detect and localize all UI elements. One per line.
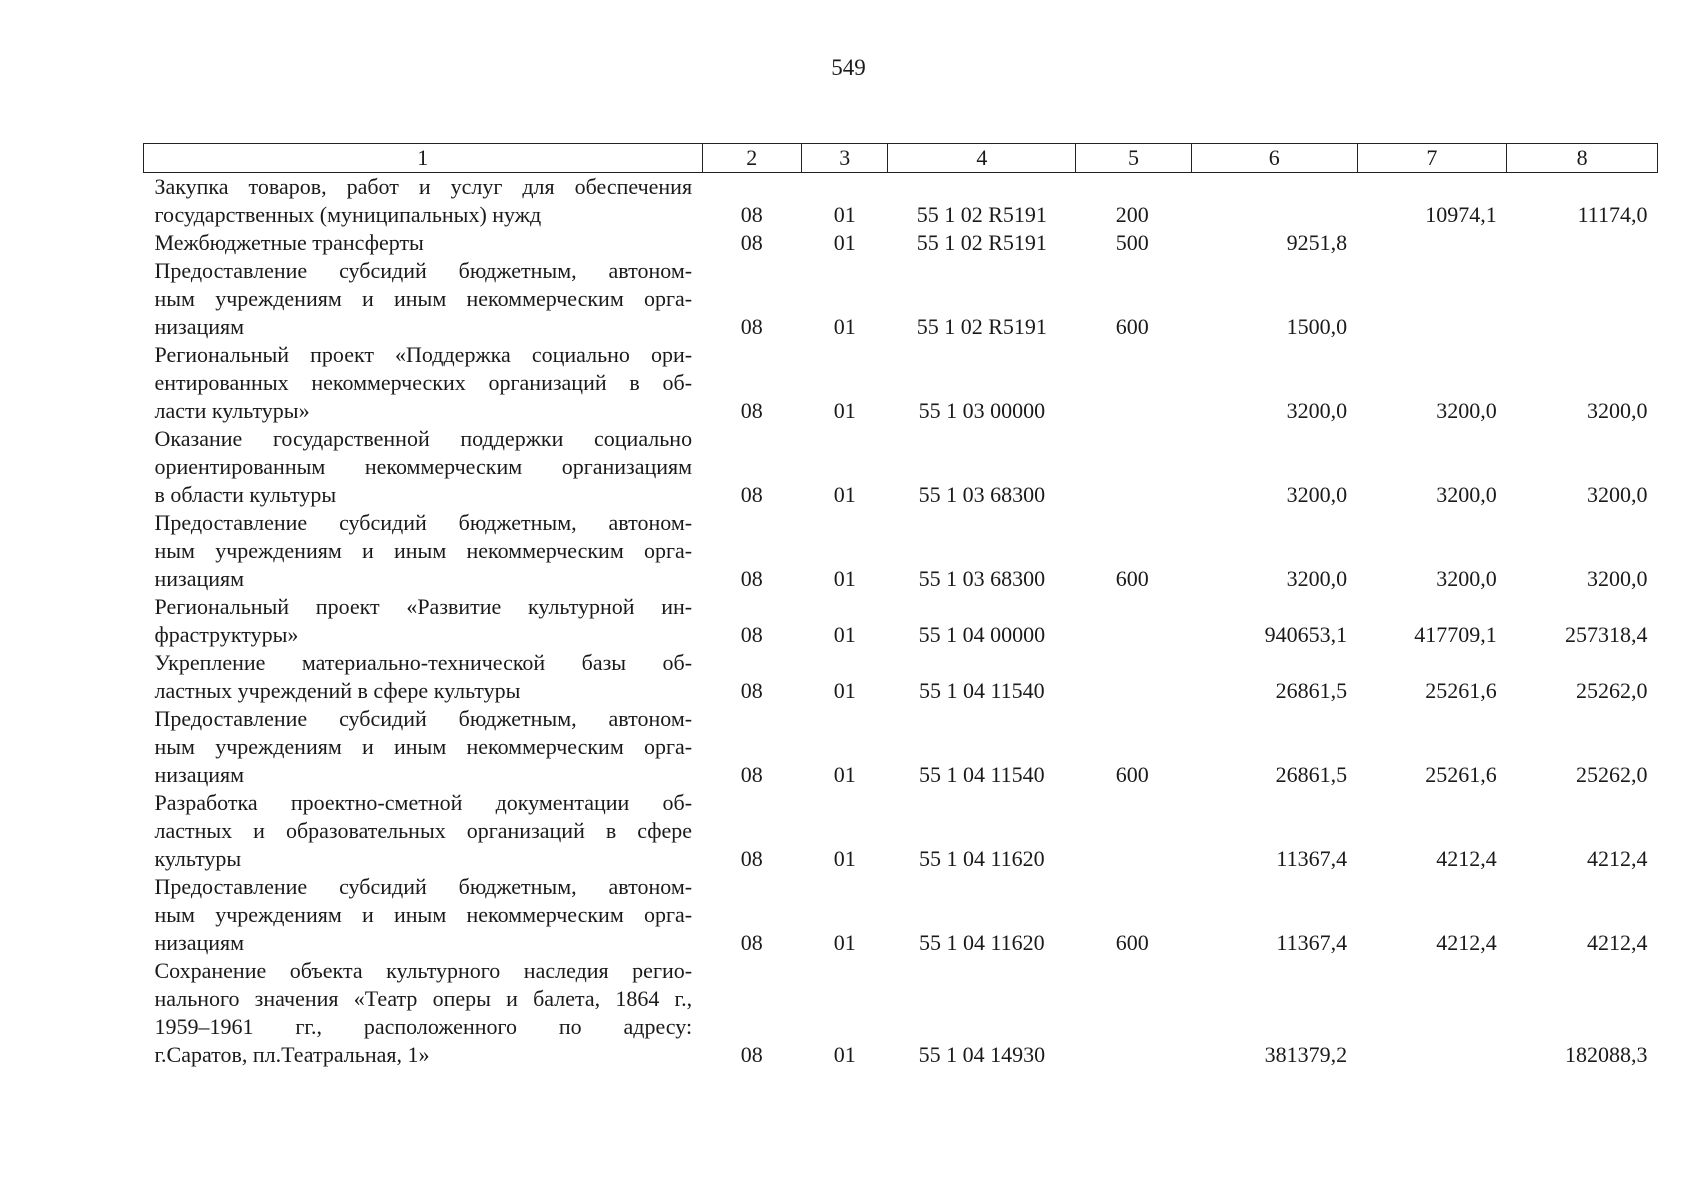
row-description — [144, 229, 703, 257]
description-line: фраструктуры» — [154, 622, 299, 647]
description-line: низациям — [154, 314, 245, 339]
amount-year-3: 4212,4 — [1587, 930, 1648, 955]
description-line: Разработка проектно-сметной документации об- — [154, 790, 693, 815]
section-code: 08 — [740, 566, 763, 591]
description-line: ориентированным некоммерческим организациям — [154, 454, 693, 479]
target-article-code: 55 1 02 R5191 — [916, 230, 1047, 255]
amount-year-1: 26861,5 — [1275, 762, 1348, 787]
row-description — [144, 173, 703, 230]
amount-year-1: 11367,4 — [1276, 846, 1348, 871]
row-description — [144, 873, 703, 957]
table-row — [144, 509, 1658, 593]
description-line: Сохранение объекта культурного наследия регио- — [154, 958, 693, 983]
description-line: Предоставление субсидий бюджетным, автоном- — [154, 258, 693, 283]
target-article-code: 55 1 03 68300 — [918, 566, 1046, 591]
section-code: 08 — [740, 482, 763, 507]
subsection-code: 01 — [833, 678, 856, 703]
description-line: нального значения «Театр оперы и балета, 1864 г., — [154, 986, 693, 1011]
table-header-row — [144, 144, 1658, 173]
subsection-code: 01 — [833, 1042, 856, 1067]
description-line: ентированных некоммерческих организаций в об- — [154, 370, 693, 395]
amount-year-3: 3200,0 — [1587, 566, 1648, 591]
description-line: ласти культуры» — [154, 398, 310, 423]
amount-year-2: 417709,1 — [1414, 622, 1497, 647]
amount-year-2: 3200,0 — [1436, 482, 1497, 507]
section-code: 08 — [740, 398, 763, 423]
subsection-code: 01 — [833, 314, 856, 339]
amount-year-1: 26861,5 — [1275, 678, 1348, 703]
description-line: Предоставление субсидий бюджетным, автоном- — [154, 706, 693, 731]
budget-table — [143, 143, 1658, 1069]
amount-year-3: 11174,0 — [1577, 202, 1648, 227]
subsection-code: 01 — [833, 762, 856, 787]
description-line: г.Саратов, пл.Театральная, 1» — [154, 1042, 430, 1067]
section-code: 08 — [740, 930, 763, 955]
table-row — [144, 593, 1658, 649]
amount-year-2 — [1357, 257, 1507, 341]
description-line: 1959–1961 гг., расположенного по адресу: — [154, 1014, 693, 1039]
page-number: 549 — [831, 55, 866, 80]
description-line: ным учреждениям и иным некоммерческим орга- — [154, 286, 693, 311]
description-line: Закупка товаров, работ и услуг для обеспечения — [154, 174, 693, 199]
amount-year-1: 3200,0 — [1286, 566, 1348, 591]
amount-year-3 — [1507, 257, 1658, 341]
expense-type-code — [1076, 789, 1192, 873]
table-row — [144, 341, 1658, 425]
description-line: Укрепление материально-технической базы об- — [154, 650, 693, 675]
row-description — [144, 425, 703, 509]
expense-type-code — [1076, 649, 1192, 705]
expense-type-code: 600 — [1115, 566, 1149, 591]
amount-year-3 — [1507, 229, 1658, 257]
section-code: 08 — [740, 762, 763, 787]
column-header-2: 2 — [702, 144, 801, 173]
table-row — [144, 873, 1658, 957]
description-line: ным учреждениям и иным некоммерческим орга- — [154, 538, 693, 563]
amount-year-3: 3200,0 — [1587, 482, 1648, 507]
amount-year-1: 3200,0 — [1286, 398, 1348, 423]
description-line: ным учреждениям и иным некоммерческим орга- — [154, 734, 693, 759]
row-description — [144, 649, 703, 705]
amount-year-2: 3200,0 — [1436, 566, 1497, 591]
subsection-code: 01 — [833, 230, 856, 255]
target-article-code: 55 1 03 00000 — [918, 398, 1046, 423]
table-row — [144, 425, 1658, 509]
amount-year-1: 3200,0 — [1286, 482, 1348, 507]
target-article-code: 55 1 04 00000 — [918, 622, 1046, 647]
target-article-code: 55 1 04 11540 — [919, 678, 1045, 703]
amount-year-2 — [1357, 229, 1507, 257]
section-code: 08 — [740, 1042, 763, 1067]
amount-year-3: 182088,3 — [1565, 1042, 1648, 1067]
section-code: 08 — [740, 678, 763, 703]
expense-type-code — [1076, 593, 1192, 649]
amount-year-2 — [1357, 957, 1507, 1069]
expense-type-code: 600 — [1115, 762, 1149, 787]
subsection-code: 01 — [833, 566, 856, 591]
column-header-6: 6 — [1191, 144, 1357, 173]
column-header-4: 4 — [888, 144, 1076, 173]
column-header-5: 5 — [1076, 144, 1192, 173]
amount-year-2: 25261,6 — [1425, 762, 1497, 787]
target-article-code: 55 1 02 R5191 — [916, 202, 1047, 227]
expense-type-code: 500 — [1115, 230, 1149, 255]
description-line: Оказание государственной поддержки социально — [154, 426, 693, 451]
description-line: в области культуры — [154, 482, 337, 507]
section-code: 08 — [740, 622, 763, 647]
table-row — [144, 957, 1658, 1069]
column-header-1: 1 — [144, 144, 703, 173]
expense-type-code — [1076, 341, 1192, 425]
description-line: Межбюджетные трансферты — [154, 230, 424, 255]
section-code: 08 — [740, 846, 763, 871]
expense-type-code: 600 — [1115, 930, 1149, 955]
description-line: Предоставление субсидий бюджетным, автоном- — [154, 510, 693, 535]
subsection-code: 01 — [833, 930, 856, 955]
description-line: Предоставление субсидий бюджетным, автоном- — [154, 874, 693, 899]
description-line: низациям — [154, 566, 245, 591]
subsection-code: 01 — [833, 622, 856, 647]
section-code: 08 — [740, 314, 763, 339]
subsection-code: 01 — [833, 202, 856, 227]
amount-year-1: 1500,0 — [1286, 314, 1348, 339]
amount-year-1: 381379,2 — [1264, 1042, 1348, 1067]
amount-year-2: 4212,4 — [1436, 846, 1497, 871]
amount-year-3: 25262,0 — [1576, 762, 1648, 787]
description-line: низациям — [154, 762, 245, 787]
row-description — [144, 257, 703, 341]
section-code: 08 — [740, 202, 763, 227]
row-description — [144, 789, 703, 873]
description-line: культуры — [154, 846, 242, 871]
expense-type-code — [1076, 957, 1192, 1069]
table-row — [144, 649, 1658, 705]
amount-year-2: 4212,4 — [1436, 930, 1497, 955]
amount-year-1 — [1191, 173, 1357, 230]
amount-year-3: 4212,4 — [1587, 846, 1648, 871]
target-article-code: 55 1 04 11540 — [919, 762, 1045, 787]
description-line: ластных учреждений в сфере культуры — [154, 678, 521, 703]
amount-year-3: 257318,4 — [1565, 622, 1648, 647]
table-row — [144, 705, 1658, 789]
expense-type-code: 200 — [1115, 202, 1149, 227]
target-article-code: 55 1 04 11620 — [919, 846, 1045, 871]
description-line: ластных и образовательных организаций в сфере — [154, 818, 693, 843]
expense-type-code — [1076, 425, 1192, 509]
amount-year-1: 940653,1 — [1264, 622, 1348, 647]
amount-year-2: 10974,1 — [1425, 202, 1497, 227]
target-article-code: 55 1 04 11620 — [919, 930, 1045, 955]
row-description — [144, 341, 703, 425]
subsection-code: 01 — [833, 846, 856, 871]
column-header-3: 3 — [802, 144, 888, 173]
amount-year-3: 25262,0 — [1576, 678, 1648, 703]
amount-year-1: 11367,4 — [1276, 930, 1348, 955]
row-description — [144, 957, 703, 1069]
table-row — [144, 173, 1658, 230]
target-article-code: 55 1 04 14930 — [918, 1042, 1046, 1067]
row-description — [144, 509, 703, 593]
row-description — [144, 705, 703, 789]
target-article-code: 55 1 02 R5191 — [916, 314, 1047, 339]
subsection-code: 01 — [833, 482, 856, 507]
amount-year-1: 9251,8 — [1286, 230, 1348, 255]
description-line: государственных (муниципальных) нужд — [154, 202, 542, 227]
column-header-7: 7 — [1357, 144, 1507, 173]
amount-year-2: 25261,6 — [1425, 678, 1497, 703]
description-line: Региональный проект «Развитие культурной ин- — [154, 594, 693, 619]
description-line: ным учреждениям и иным некоммерческим орга- — [154, 902, 693, 927]
subsection-code: 01 — [833, 398, 856, 423]
table-body — [144, 173, 1658, 1070]
amount-year-2: 3200,0 — [1436, 398, 1497, 423]
description-line: Региональный проект «Поддержка социально ори- — [154, 342, 693, 367]
table-row — [144, 789, 1658, 873]
table-row — [144, 257, 1658, 341]
row-description — [144, 593, 703, 649]
table-row — [144, 229, 1658, 257]
target-article-code: 55 1 03 68300 — [918, 482, 1046, 507]
description-line: низациям — [154, 930, 245, 955]
section-code: 08 — [740, 230, 763, 255]
column-header-8: 8 — [1507, 144, 1658, 173]
amount-year-3: 3200,0 — [1587, 398, 1648, 423]
expense-type-code: 600 — [1115, 314, 1149, 339]
